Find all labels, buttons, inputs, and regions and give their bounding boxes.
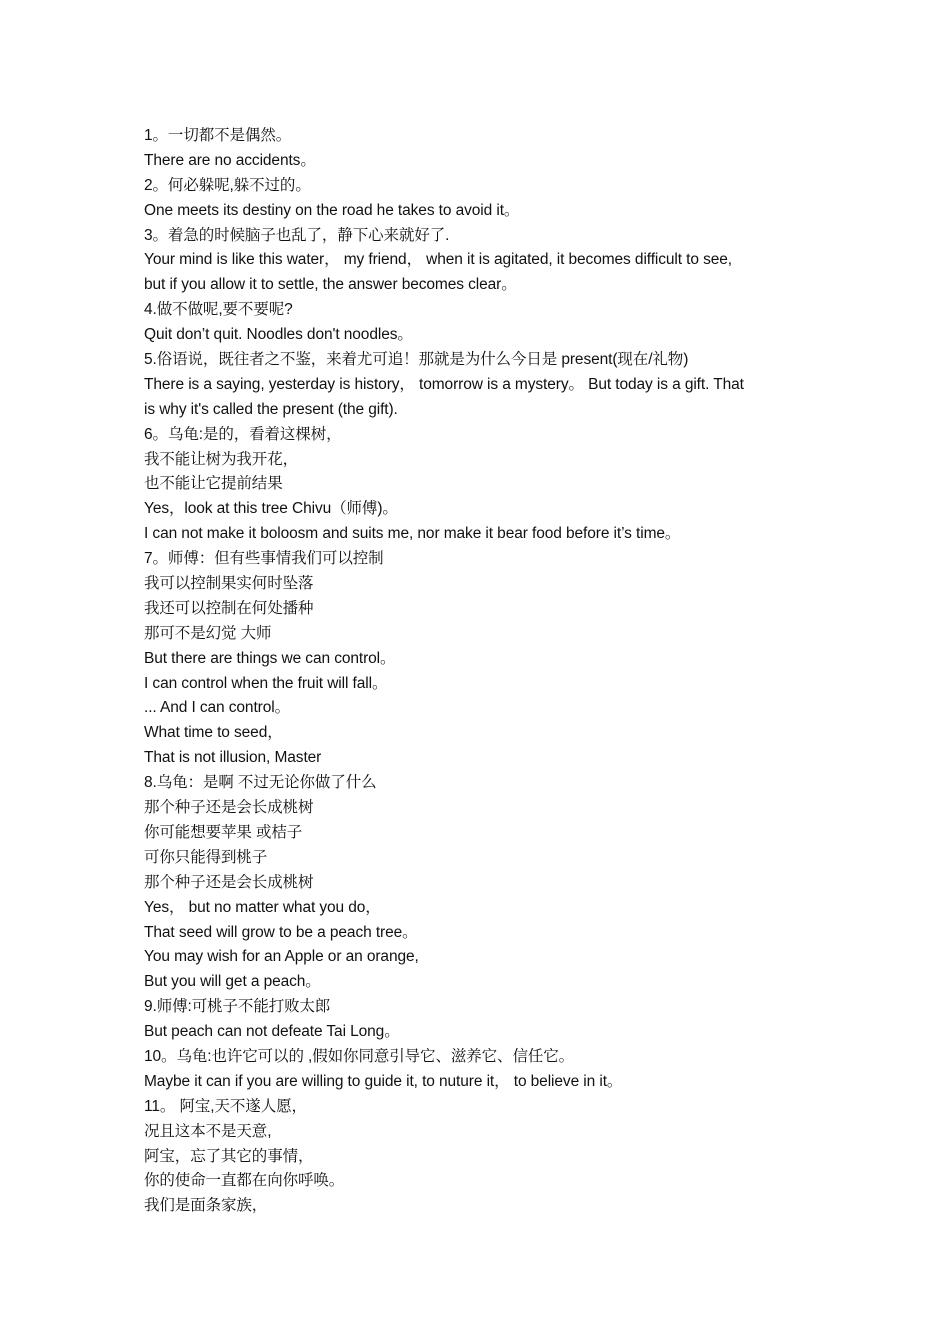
text-line: That is not illusion, Master <box>144 749 322 767</box>
text-line: 那可不是幻觉 大师 <box>144 624 272 642</box>
text-line: 你可能想要苹果 或桔子 <box>144 823 303 841</box>
text-line: 那个种子还是会长成桃树 <box>144 873 314 891</box>
text-line: 7。师傅：但有些事情我们可以控制 <box>144 550 384 568</box>
document-text-block <box>144 124 824 1219</box>
text-line: Quit don’t quit. Noodles don't noodles。 <box>144 326 413 344</box>
text-line: There is a saying, yesterday is history， tomorrow is a mystery。 But today is a gift. That <box>144 375 744 393</box>
text-line: Your mind is like this water， my friend， when it is agitated, it becomes difficult to see, <box>144 251 733 269</box>
text-line: You may wish for an Apple or an orange, <box>144 948 419 966</box>
text-line: 可你只能得到桃子 <box>144 848 268 866</box>
text-line: is why it's called the present (the gift). <box>144 400 398 418</box>
text-line: I can not make it boloosm and suits me, nor make it bear food before it’s time。 <box>144 525 681 543</box>
text-line: 我们是面条家族， <box>144 1197 268 1215</box>
text-line: 阿宝，忘了其它的事情， <box>144 1147 314 1165</box>
text-line: But you will get a peach。 <box>144 973 321 991</box>
text-line: 5.俗语说，既往者之不鉴，来着尤可追！那就是为什么今日是 present(现在/礼物) <box>144 351 689 369</box>
text-line: 我不能让树为我开花， <box>144 450 299 468</box>
text-line: 那个种子还是会长成桃树 <box>144 799 314 817</box>
text-line: 你的使命一直都在向你呼唤。 <box>144 1172 345 1190</box>
text-line: Yes，look at this tree Chivu（师傅)。 <box>144 500 398 518</box>
text-line: That seed will grow to be a peach tree。 <box>144 923 418 941</box>
text-line: 10。乌龟:也许它可以的 ,假如你同意引导它、滋养它、信任它。 <box>144 1047 575 1065</box>
text-line: 11。 阿宝,天不遂人愿， <box>144 1097 307 1115</box>
text-line: 我还可以控制在何处播种 <box>144 599 314 617</box>
text-line: but if you allow it to settle, the answer becomes clear。 <box>144 276 517 294</box>
text-line: 况且这本不是天意, <box>144 1122 272 1140</box>
text-line: ... And I can control。 <box>144 699 290 717</box>
text-line: But there are things we can control。 <box>144 649 396 667</box>
text-line: 也不能让它提前结果 <box>144 475 283 493</box>
text-line: But peach can not defeate Tai Long。 <box>144 1023 400 1041</box>
text-line: I can control when the fruit will fall。 <box>144 674 388 692</box>
text-line: 2。何必躲呢,躲不过的。 <box>144 176 311 194</box>
text-line: 9.师傅:可桃子不能打败太郎 <box>144 998 331 1016</box>
text-line: 1。一切都不是偶然。 <box>144 127 292 144</box>
text-line: 8.乌龟：是啊 不过无论你做了什么 <box>144 774 377 792</box>
text-line: 6。乌龟:是的，看着这棵树， <box>144 425 342 443</box>
text-line: 4.做不做呢,要不要呢? <box>144 301 293 319</box>
text-line: What time to seed， <box>144 724 283 742</box>
text-line: One meets its destiny on the road he takes to avoid it。 <box>144 201 520 219</box>
text-line: Maybe it can if you are willing to guide it, to nuture it， to believe in it。 <box>144 1072 623 1090</box>
text-line: There are no accidents。 <box>144 151 316 169</box>
text-line: 我可以控制果实何时坠落 <box>144 575 314 593</box>
text-line: 3。着急的时候脑子也乱了，静下心来就好了. <box>144 226 450 244</box>
text-line: Yes， but no matter what you do， <box>144 898 381 916</box>
